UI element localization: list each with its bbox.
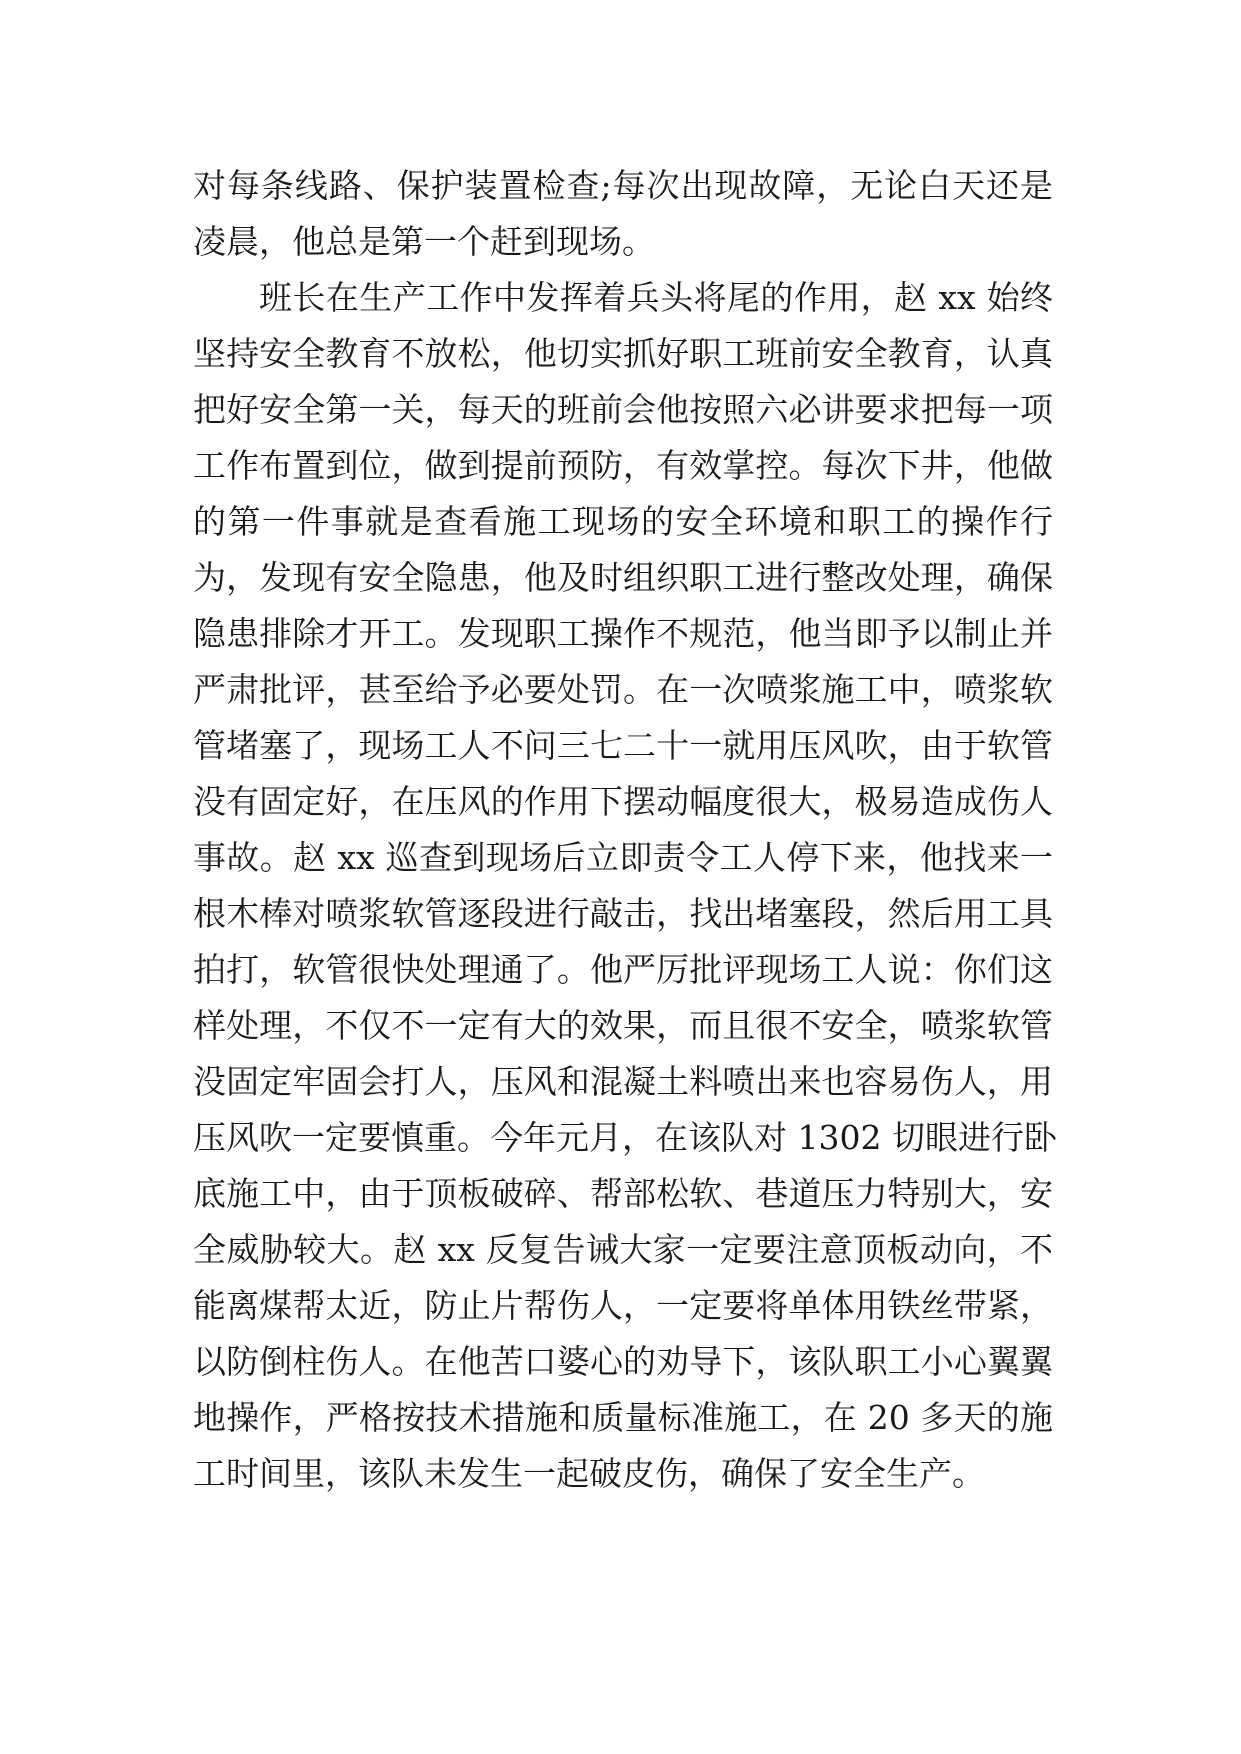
text-line: 严肃批评，甚至给予必要处罚。在一次喷浆施工中，喷浆软 xyxy=(193,670,1053,709)
text-line: 管堵塞了，现场工人不问三七二十一就用压风吹，由于软管 xyxy=(193,726,1053,765)
text-line: 对每条线路、保护装置检查;每次出现故障，无论白天还是 xyxy=(193,166,1053,205)
text-line: 坚持安全教育不放松，他切实抓好职工班前安全教育，认真 xyxy=(193,334,1053,373)
body-text xyxy=(193,158,1057,1502)
text-line: 为，发现有安全隐患，他及时组织职工进行整改处理，确保 xyxy=(193,558,1053,597)
text-line: 事故。赵 xx 巡查到现场后立即责令工人停下来，他找来一 xyxy=(193,838,1053,877)
text-line: 压风吹一定要慎重。今年元月，在该队对 1302 切眼进行卧 xyxy=(193,1118,1057,1157)
text-line: 样处理，不仅不一定有大的效果，而且很不安全，喷浆软管 xyxy=(193,1006,1053,1045)
text-line: 的第一件事就是查看施工现场的安全环境和职工的操作行 xyxy=(193,502,1053,541)
text-line: 没有固定好，在压风的作用下摆动幅度很大，极易造成伤人 xyxy=(193,782,1053,821)
text-line: 工作布置到位，做到提前预防，有效掌控。每次下井，他做 xyxy=(193,446,1053,485)
text-line: 以防倒柱伤人。在他苦口婆心的劝导下，该队职工小心翼翼 xyxy=(193,1342,1053,1381)
text-line: 全威胁较大。赵 xx 反复告诫大家一定要注意顶板动向，不 xyxy=(193,1230,1053,1269)
paragraph-start-line: 班长在生产工作中发挥着兵头将尾的作用，赵 xx 始终 xyxy=(259,278,1053,317)
text-line: 底施工中，由于顶板破碎、帮部松软、巷道压力特别大，安 xyxy=(193,1174,1053,1213)
text-line: 把好安全第一关，每天的班前会他按照六必讲要求把每一项 xyxy=(193,390,1053,429)
text-line: 能离煤帮太近，防止片帮伤人，一定要将单体用铁丝带紧， xyxy=(193,1286,1053,1325)
text-line: 根木棒对喷浆软管逐段进行敲击，找出堵塞段，然后用工具 xyxy=(193,894,1053,933)
text-line: 工时间里，该队未发生一起破皮伤，确保了安全生产。 xyxy=(193,1454,985,1493)
text-line: 凌晨，他总是第一个赶到现场。 xyxy=(193,222,655,261)
text-line: 隐患排除才开工。发现职工操作不规范，他当即予以制止并 xyxy=(193,614,1053,653)
text-line: 地操作，严格按技术措施和质量标准施工，在 20 多天的施 xyxy=(193,1398,1053,1437)
text-line: 没固定牢固会打人，压风和混凝土料喷出来也容易伤人，用 xyxy=(193,1062,1053,1101)
text-line: 拍打，软管很快处理通了。他严厉批评现场工人说：你们这 xyxy=(193,950,1053,989)
